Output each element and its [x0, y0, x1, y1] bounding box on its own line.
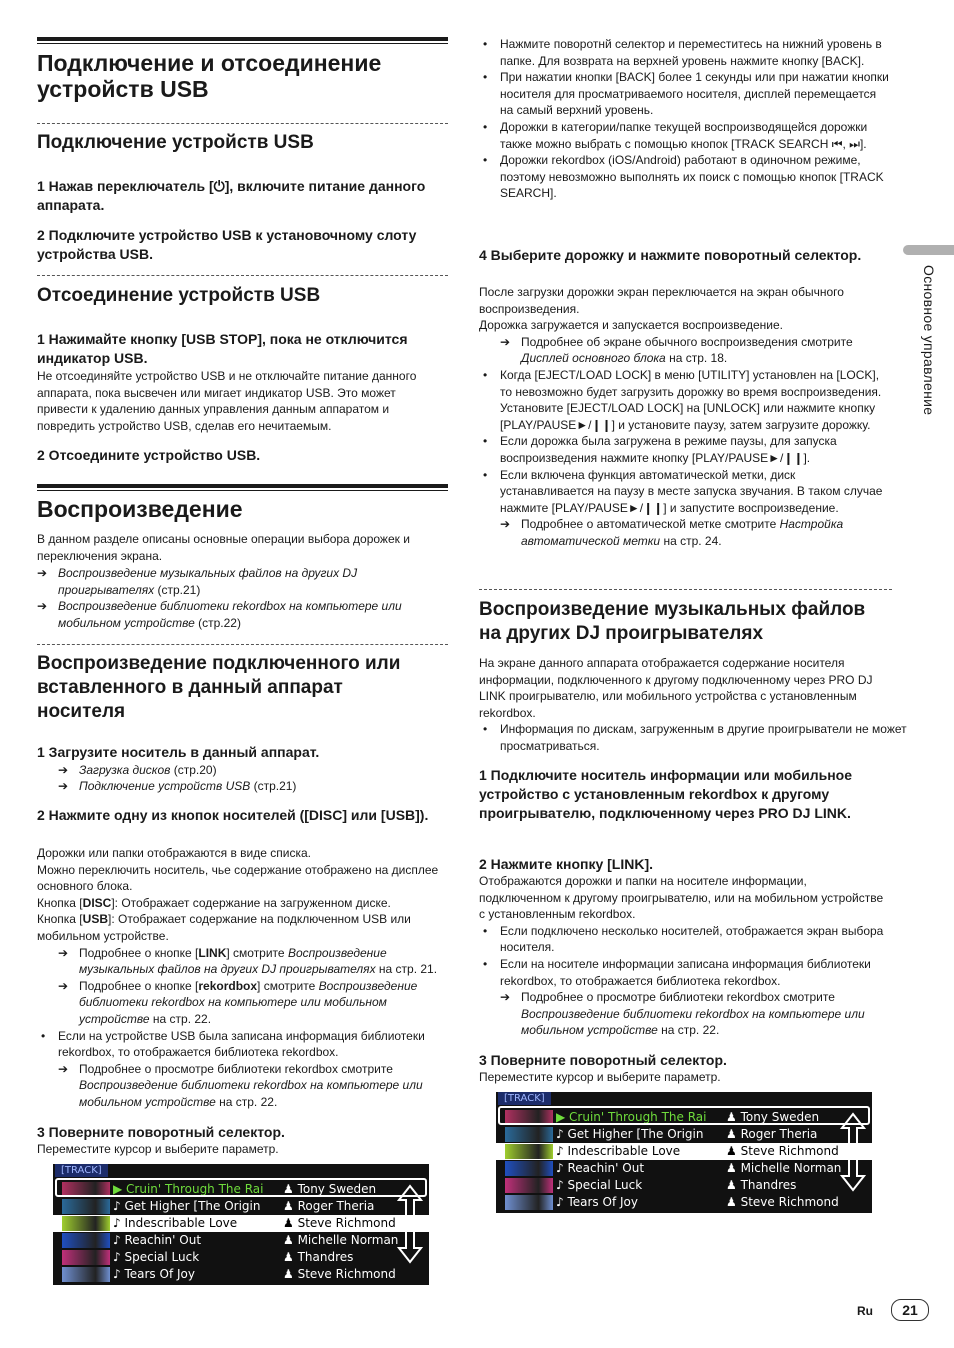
bullet-item: • Нажмите поворотнй селектор и переместитесь на нижний уровень в папке. Для возврата на верхней уровень нажмите кнопку [BACK]. [479, 36, 892, 69]
other-dj-step-3: 3 Поверните поворотный селектор. [479, 1052, 727, 1068]
track-artist: ♟ Steve Richmond [726, 1195, 839, 1209]
media-step-1-ref-2 [37, 778, 469, 795]
arrow-icon: ➔ [58, 978, 69, 993]
track-title: ♪ Indescribable Love [113, 1216, 238, 1230]
media-step-1-ref-1 [37, 762, 469, 779]
track-title: ♪ Tears Of Joy [556, 1195, 638, 1209]
track-artist: ♟ Michelle Norman [726, 1161, 842, 1175]
ref-page: (стр.21) [250, 779, 297, 793]
ref-page: (стр.22) [194, 615, 241, 630]
track-row[interactable] [53, 1215, 429, 1232]
bullet-item: • Когда [EJECT/LOAD LOCK] в меню [UTILITY] установлен на [LOCK], то невозможно будет загрузить дорожку во время воспроизведения. Установите [EJECT/LOAD LOCK] на [UNLOCK] или нажмите кнопку [PLAY/PAUSE►/❙❙] и установите паузу, затем загрузите дорожку. [479, 367, 892, 433]
media-step-2-body [37, 845, 448, 1111]
track-title: ♪ Get Higher [The Origin [556, 1127, 704, 1141]
cursor-frame [55, 1178, 427, 1197]
other-dj-title: Воспроизведение музыкальных файлов на других DJ проигрывателях [479, 599, 866, 644]
track-title: ▶ Cruin' Through The Rai [556, 1110, 707, 1124]
artwork-thumbnail [62, 1233, 110, 1248]
playback-title: Воспроизведение [37, 496, 243, 522]
track-title: ♪ Get Higher [The Origin [113, 1199, 261, 1213]
arrow-icon: ➔ [500, 990, 511, 1005]
autocue-ref: ➔ Подробнее о автоматической метке смотрите Настройка автоматической метки на стр. 24. [500, 517, 844, 548]
connect-step-2: 2 Подключите устройство USB к установочному слоту устройства USB. [37, 227, 417, 262]
track-artist: ♟ Steve Richmond [283, 1267, 396, 1281]
track-row[interactable] [496, 1194, 872, 1211]
track-row[interactable] [496, 1143, 872, 1160]
arrow-icon: ➔ [58, 763, 69, 777]
track-title: ▶ Cruin' Through The Rai [113, 1182, 264, 1196]
track-title: ♪ Special Luck [113, 1250, 200, 1264]
divider [37, 123, 448, 124]
artwork-thumbnail [62, 1199, 110, 1214]
disconnect-step-1-body: Не отсоединяйте устройство USB и не отключайте питание данного аппарата, пока высвечен или мигает индикатор USB. Это может привести к удалению данных управления данным аппаратом и повредить устройство USB, сделав его нечитаемым. [37, 369, 417, 433]
disconnect-step-2: 2 Отсоедините устройство USB. [37, 447, 261, 463]
artwork-thumbnail [505, 1127, 553, 1142]
track-row[interactable] [53, 1249, 429, 1266]
ref-page: (стр.21) [154, 582, 201, 597]
other-dj-bullet: • Информация по дискам, загруженным в другие проигрыватели не может просматриваться. [479, 721, 913, 754]
track-row[interactable] [53, 1232, 429, 1249]
disconnect-step-1: 1 Нажимайте кнопку [USB STOP], пока не отключится индикатор USB. [37, 331, 408, 366]
scroll-arrow-icon [397, 1184, 423, 1264]
page-number: 21 [891, 1299, 929, 1321]
track-artist: ♟ Michelle Norman [283, 1233, 399, 1247]
artwork-thumbnail [62, 1216, 110, 1231]
arrow-icon: ➔ [500, 334, 511, 349]
media-step-3-body: Переместите курсор и выберите параметр. [37, 1142, 279, 1156]
track-list-screen [53, 1164, 429, 1285]
bullet-item: • Дорожки rekordbox (iOS/Android) работают в одиночном режиме, поэтому невозможно выполнять их поиск с помощью кнопок [TRACK SEARCH]. [479, 152, 892, 202]
bullet-item: • Дорожки в категории/папке текущей воспроизводящейся дорожки также можно выбрать с помощью кнопок [TRACK SEARCH ⏮, ⏭]. [479, 119, 892, 152]
library-ref: ➔ Подробнее о просмотре библиотеки rekordbox смотрите Воспроизведение библиотеки rekordbox на компьютере или мобильном устройстве на стр. 22. [58, 1061, 423, 1109]
track-row[interactable] [496, 1160, 872, 1177]
playback-ref-2 [37, 598, 448, 631]
top-rule [37, 37, 448, 44]
arrow-icon: ➔ [58, 779, 69, 793]
bullet-item: • Если включена функция автоматической метки, диск устанавливается на паузу в месте запуска звучания. В таком случае нажмите [PLAY/PAUSE►/❙❙] и запустите воспроизведение. [479, 467, 892, 517]
track-row[interactable] [496, 1177, 872, 1194]
body-text: Отображаются дорожки и папки на носителе информации, подключенном к другому проигрывателю, или на мобильном устройстве с установленным rekordbox. [479, 874, 884, 922]
playback-intro: В данном разделе описаны основные операции выбора дорожек и переключения экрана. [37, 532, 410, 563]
other-dj-step-3-body: Переместите курсор и выберите параметр. [479, 1070, 721, 1084]
link-ref: ➔ Подробнее о кнопке [LINK] смотрите Воспроизведение музыкальных файлов на других DJ проигрывателях на стр. 21. [58, 945, 438, 977]
artwork-thumbnail [62, 1267, 110, 1282]
track-title: ♪ Special Luck [556, 1178, 643, 1192]
bullet-item: • Если подключено несколько носителей, отображается экран выбора носителя. [479, 923, 892, 956]
media-playback-title: Воспроизведение подключенного или вставленного в данный аппарат носителя [37, 653, 401, 722]
step-4-body [479, 284, 892, 550]
ref-link-text: Воспроизведение музыкальных файлов на других DJ проигрывателях [58, 566, 358, 597]
track-row[interactable] [53, 1198, 429, 1215]
media-step-2: 2 Нажмите одну из кнопок носителей ([DISC] или [USB]). [37, 807, 429, 823]
track-header: [TRACK] [55, 1164, 108, 1177]
divider [479, 589, 892, 590]
disc-button-desc: Кнопка [DISC]: Отображает содержание на загруженном диске. [37, 895, 391, 910]
arrow-icon: ➔ [58, 1061, 69, 1076]
media-step-1: 1 Загрузите носитель в данный аппарат. [37, 744, 320, 760]
ref-link-text: Воспроизведение библиотеки rekordbox на компьютере или мобильном устройстве [58, 599, 402, 630]
bullet-item: • Если дорожка была загружена в режиме паузы, для запуска воспроизведения нажмите кнопку [PLAY/PAUSE►/❙❙]. [479, 433, 892, 466]
artwork-thumbnail [505, 1195, 553, 1210]
track-artist: ♟ Tony Sweden [726, 1110, 820, 1124]
step-4: 4 Выберите дорожку и нажмите поворотный селектор. [479, 247, 862, 263]
track-artist: ♟ Steve Richmond [726, 1144, 839, 1158]
other-dj-step-1: 1 Подключите носитель информации или мобильное устройство с установленным rekordbox к другому проигрывателю, подключенному через PRO DJ LINK. [479, 767, 852, 821]
track-title: ♪ Indescribable Love [556, 1144, 681, 1158]
track-list-screen [496, 1092, 872, 1213]
scroll-arrow-icon [840, 1112, 866, 1192]
body-text: Можно переключить носитель, чье содержание отображено на дисплее основного блока. [37, 862, 439, 894]
section-sidebar-label: Основное управление [921, 265, 937, 416]
track-artist: ♟ Roger Theria [726, 1127, 818, 1141]
body-text: Дорожки или папки отображаются в виде списка. [37, 846, 311, 860]
playback-ref-1 [37, 565, 448, 598]
divider [37, 275, 448, 276]
artwork-thumbnail [62, 1250, 110, 1265]
library-bullet: • Если на устройстве USB была записана информация библиотеки rekordbox, то отображается библиотека rekordbox. [37, 1028, 448, 1061]
track-title: ♪ Reachin' Out [556, 1161, 645, 1175]
ref-link-text: Подключение устройств USB [79, 779, 251, 793]
track-row[interactable] [496, 1126, 872, 1143]
other-dj-intro: На экране данного аппарата отображается содержание носителя информации, подключенного к другому подключенному через PRO DJ LINK проигрывателю, или мобильного устройства с установленным rekordbox. [479, 656, 873, 720]
display-ref: ➔ Подробнее об экране обычного воспроизведения смотрите Дисплей основного блока на стр. 18. [500, 334, 853, 366]
track-title: ♪ Reachin' Out [113, 1233, 202, 1247]
track-artist: ♟ Roger Theria [283, 1199, 375, 1213]
divider [37, 644, 448, 645]
ref-link-text: Загрузка дисков [79, 763, 171, 777]
body-text: Дорожка загружается и запускается воспроизведение. [479, 318, 783, 333]
language-code: Ru [857, 1304, 873, 1318]
usb-section-title: Подключение и отсоединение устройств USB [37, 50, 382, 102]
artwork-thumbnail [505, 1144, 553, 1159]
arrow-icon: ➔ [58, 945, 69, 960]
bullet-item: • Если на носителе информации записана информация библиотеки rekordbox, то отображается библиотека rekordbox. [479, 956, 892, 989]
arrow-icon: ➔ [500, 517, 511, 532]
track-header: [TRACK] [498, 1092, 551, 1105]
track-artist: ♟ Tony Sweden [283, 1182, 377, 1196]
usb-button-desc: Кнопка [USB]: Отображает содержание на подключенном USB или мобильном устройстве. [37, 912, 411, 943]
track-row[interactable] [53, 1266, 429, 1283]
arrow-icon: ➔ [37, 599, 48, 613]
other-dj-step-2-body [479, 873, 892, 1039]
ref-page: (стр.20) [170, 763, 217, 777]
arrow-icon: ➔ [37, 566, 48, 580]
disconnect-usb-title: Отсоединение устройств USB [37, 285, 321, 306]
track-title: ♪ Tears Of Joy [113, 1267, 195, 1281]
track-artist: ♟ Thandres [283, 1250, 354, 1264]
body-text: После загрузки дорожки экран переключается на экран обычного воспроизведения. [479, 285, 844, 316]
artwork-thumbnail [505, 1161, 553, 1176]
cursor-frame [498, 1106, 870, 1125]
media-step-3: 3 Поверните поворотный селектор. [37, 1124, 285, 1140]
track-artist: ♟ Thandres [726, 1178, 797, 1192]
section-rule [37, 484, 448, 491]
library-ref: ➔ Подробнее о просмотре библиотеки rekordbox смотрите Воспроизведение библиотеки rekordbox на компьютере или мобильном устройстве на стр. 22. [500, 990, 865, 1038]
connect-step-1: 1 Нажав переключатель [⏻], включите питание данного аппарата. [37, 178, 426, 213]
bullet-item: • При нажатии кнопки [BACK] более 1 секунды или при нажатии кнопки носителя для просматриваемого носителя, дисплей перемещается на самый верхний уровень. [479, 69, 892, 119]
other-dj-step-2: 2 Нажмите кнопку [LINK]. [479, 856, 654, 872]
top-bullets [479, 36, 892, 202]
section-tab [903, 245, 954, 255]
track-artist: ♟ Steve Richmond [283, 1216, 396, 1230]
artwork-thumbnail [505, 1178, 553, 1193]
connect-usb-title: Подключение устройств USB [37, 132, 314, 153]
rekordbox-ref: ➔ Подробнее о кнопке [rekordbox] смотрите Воспроизведение библиотеки rekordbox на компьютере или мобильном устройстве на стр. 22. [58, 978, 418, 1026]
